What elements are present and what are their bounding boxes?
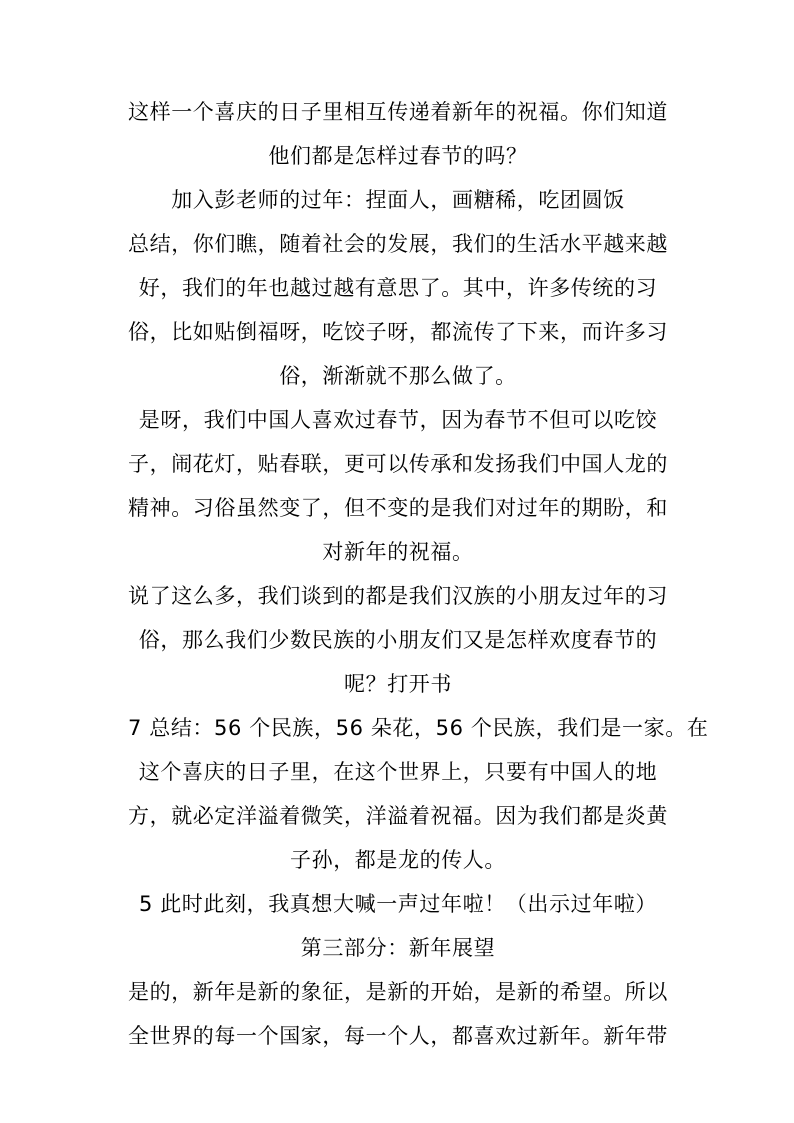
paragraph-line: 加入彭老师的过年：捏面人，画糖稀，吃团圆饭: [171, 188, 625, 212]
paragraph-line: 精神。习俗虽然变了，但不变的是我们对过年的期盼，和: [128, 496, 668, 520]
paragraph-line: 这个喜庆的日子里，在这个世界上，只要有中国人的地: [138, 760, 658, 784]
paragraph-line: 好，我们的年也越过越有意思了。其中，许多传统的习: [138, 276, 658, 300]
paragraph-line: 是呀，我们中国人喜欢过春节，因为春节不但可以吃饺: [138, 408, 658, 432]
paragraph-line: 他们都是怎样过春节的吗？: [268, 144, 528, 168]
paragraph-line: 总结，你们瞧，随着社会的发展，我们的生活水平越来越: [128, 232, 668, 256]
paragraph-line: 全世界的每一个国家，每一个人，都喜欢过新年。新年带: [128, 1024, 668, 1048]
paragraph-line: 俗，那么我们少数民族的小朋友们又是怎样欢度春节的: [138, 628, 658, 652]
section-heading: 第三部分：新年展望: [300, 936, 496, 960]
paragraph-line: 呢？打开书: [344, 672, 452, 696]
paragraph-line: 俗，比如贴倒福呀，吃饺子呀，都流传了下来，而许多习: [128, 320, 668, 344]
paragraph-line: 5 此时此刻，我真想大喊一声过年啦！（出示过年啦）: [138, 892, 658, 916]
paragraph-line: 这样一个喜庆的日子里相互传递着新年的祝福。你们知道: [128, 100, 668, 124]
paragraph-line: 子，闹花灯，贴春联，更可以传承和发扬我们中国人龙的: [128, 452, 668, 476]
paragraph-line: 说了这么多，我们谈到的都是我们汉族的小朋友过年的习: [128, 584, 668, 608]
paragraph-line: 子孙，都是龙的传人。: [290, 848, 506, 872]
paragraph-line: 俗，渐渐就不那么做了。: [279, 364, 517, 388]
paragraph-line: 7 总结：56 个民族，56 朵花，56 个民族，我们是一家。在: [128, 716, 709, 740]
paragraph-line: 对新年的祝福。: [322, 540, 474, 564]
paragraph-line: 是的，新年是新的象征，是新的开始，是新的希望。所以: [128, 980, 668, 1004]
paragraph-line: 方，就必定洋溢着微笑，洋溢着祝福。因为我们都是炎黄: [128, 804, 668, 828]
